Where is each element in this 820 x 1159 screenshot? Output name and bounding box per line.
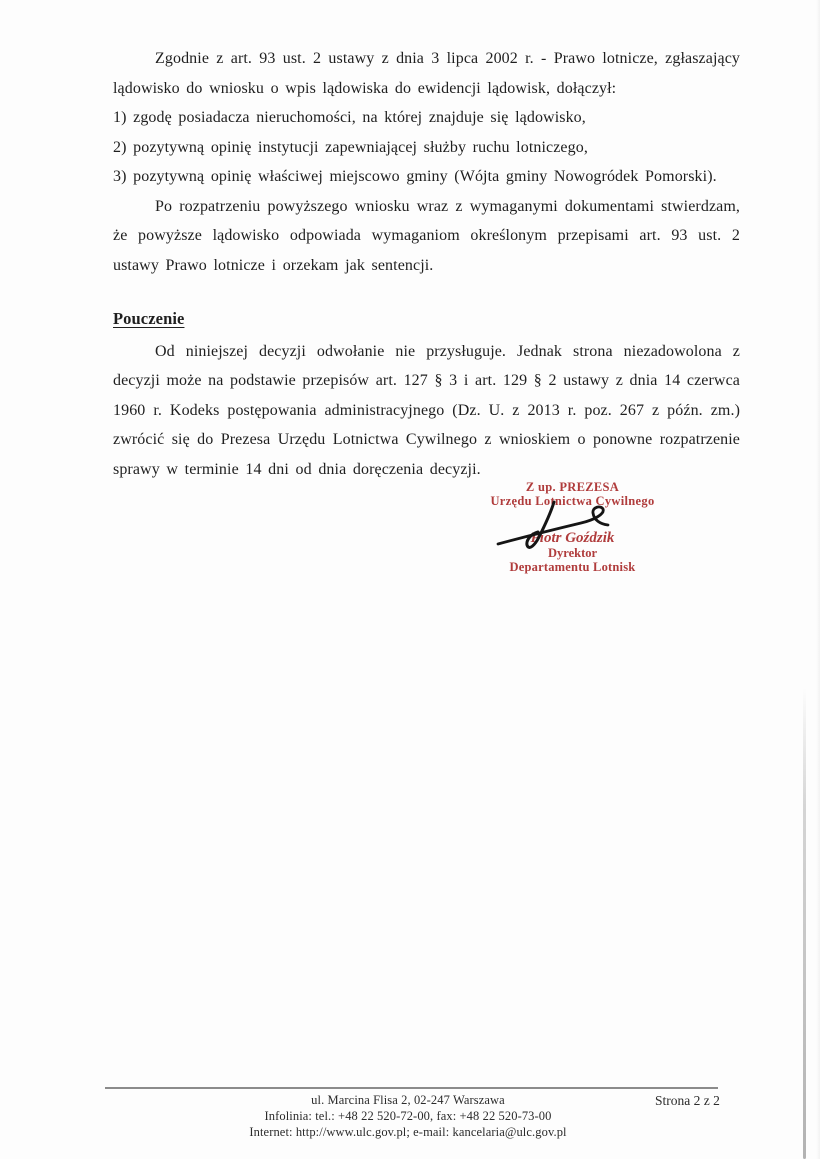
signer-department: Departamentu Lotnisk xyxy=(509,559,636,574)
signer-name: Piotr Goździk xyxy=(530,530,615,546)
signature-stamp-block xyxy=(450,481,695,573)
list-item: 3) pozytywną opinię właściwej miejscowo gminy (Wójta gminy Nowogródek Pomorski). xyxy=(113,168,717,185)
document-body xyxy=(113,44,740,484)
paragraph-intro: Zgodnie z art. 93 ust. 2 ustawy z dnia 3 lipca 2002 r. - Prawo lotnicze, zgłaszający lądowisko do wniosku o wpis lądowiska do ewidencji lądowisk, dołączył: xyxy=(113,50,740,97)
scan-edge-shadow xyxy=(816,0,820,1159)
page-number: Strona 2 z 2 xyxy=(655,1093,720,1108)
signature-authority-line1: Z up. PREZESA xyxy=(525,480,620,494)
section-heading-pouczenie: Pouczenie xyxy=(113,309,185,328)
attachments-list xyxy=(113,103,740,192)
footer-contact-block xyxy=(248,1092,568,1140)
list-item: 1) zgodę posiadacza nieruchomości, na której znajduje się lądowisko, xyxy=(113,109,586,126)
signature-authority-line2: Urzędu Lotnictwa Cywilnego xyxy=(490,493,655,508)
paragraph-pouczenie: Od niniejszej decyzji odwołanie nie przysługuje. Jednak strona niezadowolona z decyzji może na podstawie przepisów art. 127 § 3 i art. 129 § 2 ustawy z dnia 14 czerwca 1960 r. Kodeks postępowania administracyjnego (Dz. U. z 2013 r. poz. 267 z późn. zm.) zwrócić się do Prezesa Urzędu Lotnictwa Cywilnego z wnioskiem o ponowne rozpatrzenie sprawy w terminie 14 dni od dnia doręczenia decyzji. xyxy=(113,342,740,478)
footer-internet-line: Internet: http://www.ulc.gov.pl; e-mail: kancelaria@ulc.gov.pl xyxy=(249,1125,567,1139)
paragraph-decision: Po rozpatrzeniu powyższego wniosku wraz z wymaganymi dokumentami stwierdzam, że powyższe lądowisko odpowiada wymaganiom określonym przepisami art. 93 ust. 2 ustawy Prawo lotnicze i orzekam jak sentencji. xyxy=(113,197,740,274)
footer-address-line: ul. Marcina Flisa 2, 02-247 Warszawa xyxy=(311,1093,505,1107)
footer-divider-line xyxy=(105,1087,718,1089)
scan-artifact-line xyxy=(803,688,806,1159)
list-item: 2) pozytywną opinię instytucji zapewniającej służby ruchu lotniczego, xyxy=(113,138,588,156)
signer-title: Dyrektor xyxy=(547,546,598,560)
footer-infoline: Infolinia: tel.: +48 22 520-72-00, fax: +48 22 520-73-00 xyxy=(264,1109,552,1123)
